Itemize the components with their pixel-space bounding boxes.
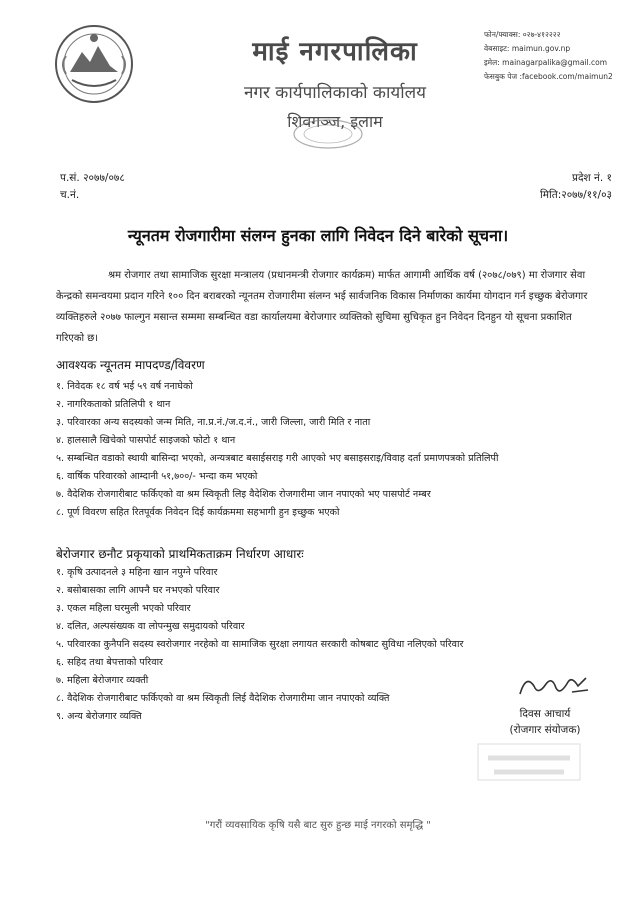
list-item: ४. हालसालै खिचेको पासपोर्ट साइजको फोटो १ थान — [56, 435, 236, 446]
province: प्रदेश नं. १ — [572, 172, 612, 184]
reference-number: च.नं. — [60, 189, 80, 201]
list-item: १. कृषि उत्पादनले ३ महिना खान नपुग्ने परिवार — [56, 567, 218, 578]
list-item: २. बसोबासका लागि आफ्नै घर नभएको परिवार — [56, 585, 220, 596]
contact-facebook: फेसबुक पेज :facebook.com/maimun2 — [484, 72, 613, 81]
list-item: १. निवेदक १८ वर्ष भई ५९ वर्ष ननाघेको — [56, 381, 193, 392]
list-item: ५. सम्बन्धित वडाको स्थायी बासिन्दा भएको, अन्यत्रबाट बसाईसराइ गरी आएको भए बसाइसराइ/विवाह दर्ता प्रमाणपत्रको प्रतिलिपी — [56, 453, 499, 464]
list-item: २. नागरिकताको प्रतिलिपी १ थान — [56, 399, 171, 410]
nepal-government-emblem-icon — [52, 22, 136, 106]
notice-intro: श्रम रोजगार तथा सामाजिक सुरक्षा मन्त्रालय (प्रधानमन्त्री रोजगार कार्यक्रम) मार्फत आगामी आर्थिक वर्ष (२०७८/०७९) मा रोजगार सेवा केन्द्रको समन्वयमा प्रदान गरिने १०० दिन बराबरको न्यूनतम रोजगारीमा संलग्न भई सार्वजनिक विकास निर्माणका कार्यमा योगदान गर्न इच्छुक बेरोजगार व्यक्तिहरुले २०७७ फाल्गुन मसान्त सम्ममा सम्बन्धित वडा कार्यालयमा बेरोजगार व्यक्तिको सुचिमा सुचिकृत हुन निवेदन दिनहुन यो सूचना प्रकाशित गरिएको छ। — [56, 270, 588, 344]
list-item: ६. वार्षिक परिवारको आम्दानी ५१,७००/- भन्दा कम भएको — [56, 471, 258, 482]
contact-website: वेबसाइट: maimun.gov.np — [484, 44, 571, 53]
signatory-name: दिवस आचार्य — [519, 708, 571, 720]
list-item: ४. दलित, अल्पसंख्यक वा लोपन्मुख समुदायको परिवार — [56, 621, 245, 632]
issue-date: मिति:२०७७/११/०३ — [540, 189, 612, 201]
fiscal-year: प.सं. २०७७/०७८ — [60, 172, 125, 184]
date-block — [540, 170, 612, 204]
signatory-role: (रोजगार संयोजक) — [509, 724, 581, 736]
list-item: ८. वैदेशिक रोजगारीबाट फर्किएको वा श्रम स्विकृती लिई वैदेशिक रोजगारीमा जान नपाएको व्यक्ति — [56, 693, 390, 704]
list-item: ७. वैदेशिक रोजगारीबाट फर्किएको वा श्रम स्विकृती लिइ वैदेशिक रोजगारीमा जान नपाएको भए पासपोर्ट नम्बर — [56, 489, 431, 500]
office-location: शिवगञ्ज, इलाम — [287, 112, 383, 131]
footer-slogan: "गरौं व्यवसायिक कृषि यसै बाट सुरु हुन्छ माई नगरको समृद्धि " — [205, 820, 431, 831]
contact-phone: फोन/फ्याक्स: ०२७-४१२२२२ — [484, 30, 561, 39]
reference-block — [60, 170, 125, 204]
list-item: ७. महिला बेरोजगार व्यक्ती — [56, 675, 149, 686]
list-item: ९. अन्य बेरोजगार व्यक्ति — [56, 711, 142, 722]
office-name: नगर कार्यपालिकाको कार्यालय — [243, 83, 427, 103]
contact-info — [484, 28, 634, 84]
priority-heading: बेरोजगार छनौट प्रकृयाको प्राथमिकताक्रम निर्धारण आधारः — [56, 547, 304, 561]
name-stamp-icon — [474, 740, 584, 784]
list-item: ८. पूर्ण विवरण सहित रितपूर्वक निवेदन दिई कार्यक्रममा सहभागी हुन इच्छुक भएको — [56, 507, 340, 518]
contact-email: इमेल: mainagarpalika@gmail.com — [484, 58, 608, 67]
criteria-list — [56, 378, 606, 522]
office-stamp-icon — [290, 116, 366, 152]
notice-title: न्यूनतम रोजगारीमा संलग्न हुनका लागि निवेदन दिने बारेको सूचना। — [127, 226, 509, 245]
list-item: ३. परिवारका अन्य सदस्यको जन्म मिति, ना.प्र.नं./ज.द.नं., जारी जिल्ला, जारी मिति र नाता — [56, 417, 371, 428]
list-item: ५. परिवारका कुनैपनि सदस्य स्वरोजगार नरहेको वा सामाजिक सुरक्षा लगायत सरकारी कोषबाट सुविधा नलिएको परिवार — [56, 639, 464, 650]
signatory-block — [490, 706, 600, 738]
signature-icon — [512, 666, 592, 706]
criteria-heading: आवश्यक न्यूनतम मापदण्ड/विवरण — [56, 358, 205, 372]
municipality-name: माई नगरपालिका — [252, 37, 418, 67]
list-item: ६. सहिद तथा बेपत्ताको परिवार — [56, 657, 163, 668]
list-item: ३. एकल महिला घरमुली भएको परिवार — [56, 603, 191, 614]
